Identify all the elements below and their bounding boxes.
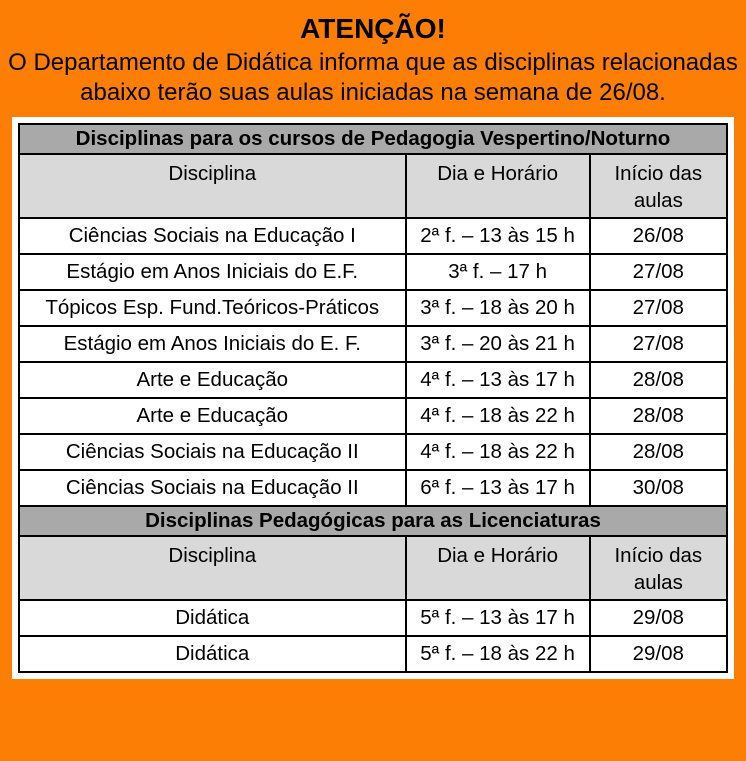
column-header-cell: Dia e Horário [406,536,590,600]
start-date-cell: 27/08 [590,290,727,326]
table-row [19,290,727,326]
table-row [19,326,727,362]
table-row [19,362,727,398]
discipline-cell: Didática [19,636,406,672]
discipline-cell: Ciências Sociais na Educação I [19,218,406,254]
notice-body: O Departamento de Didática informa que as disciplinas relacionadas abaixo terão suas aulas iniciadas na semana de 26/08. [8,49,738,106]
table-row [19,600,727,636]
start-date-cell: 27/08 [590,254,727,290]
start-date-cell: 27/08 [590,326,727,362]
discipline-cell: Tópicos Esp. Fund.Teóricos-Práticos [19,290,406,326]
start-date-cell: 26/08 [590,218,727,254]
start-date-cell: 28/08 [590,434,727,470]
schedule-cell: 4ª f. – 18 às 22 h [406,398,590,434]
schedule-cell: 4ª f. – 18 às 22 h [406,434,590,470]
start-date-cell: 29/08 [590,636,727,672]
discipline-cell: Ciências Sociais na Educação II [19,470,406,506]
schedule-panel [12,117,734,679]
discipline-cell: Ciências Sociais na Educação II [19,434,406,470]
table-row [19,398,727,434]
table-row [19,254,727,290]
start-date-cell: 29/08 [590,600,727,636]
discipline-cell: Arte e Educação [19,362,406,398]
schedule-cell: 4ª f. – 13 às 17 h [406,362,590,398]
notice [0,0,746,108]
start-date-cell: 28/08 [590,398,727,434]
section-title: Disciplinas Pedagógicas para as Licenciaturas [19,506,727,536]
column-header-cell: Disciplina [19,154,406,218]
notice-title: ATENÇÃO! [300,13,446,44]
discipline-cell: Estágio em Anos Iniciais do E. F. [19,326,406,362]
table-row [19,434,727,470]
schedule-table-body [19,124,727,672]
schedule-cell: 5ª f. – 13 às 17 h [406,600,590,636]
schedule-cell: 3ª f. – 17 h [406,254,590,290]
column-header-row [19,536,727,600]
schedule-table [18,123,728,673]
discipline-cell: Arte e Educação [19,398,406,434]
column-header-row [19,154,727,218]
schedule-cell: 3ª f. – 20 às 21 h [406,326,590,362]
section-header-row [19,506,727,536]
table-row [19,218,727,254]
column-header-cell: Disciplina [19,536,406,600]
discipline-cell: Didática [19,600,406,636]
table-row [19,470,727,506]
column-header-cell: Dia e Horário [406,154,590,218]
column-header-cell: Início das aulas [590,154,727,218]
section-header-row [19,124,727,154]
schedule-cell: 5ª f. – 18 às 22 h [406,636,590,672]
schedule-cell: 6ª f. – 13 às 17 h [406,470,590,506]
table-row [19,636,727,672]
column-header-cell: Início das aulas [590,536,727,600]
schedule-cell: 2ª f. – 13 às 15 h [406,218,590,254]
discipline-cell: Estágio em Anos Iniciais do E.F. [19,254,406,290]
section-title: Disciplinas para os cursos de Pedagogia Vespertino/Noturno [19,124,727,154]
start-date-cell: 30/08 [590,470,727,506]
start-date-cell: 28/08 [590,362,727,398]
schedule-cell: 3ª f. – 18 às 20 h [406,290,590,326]
